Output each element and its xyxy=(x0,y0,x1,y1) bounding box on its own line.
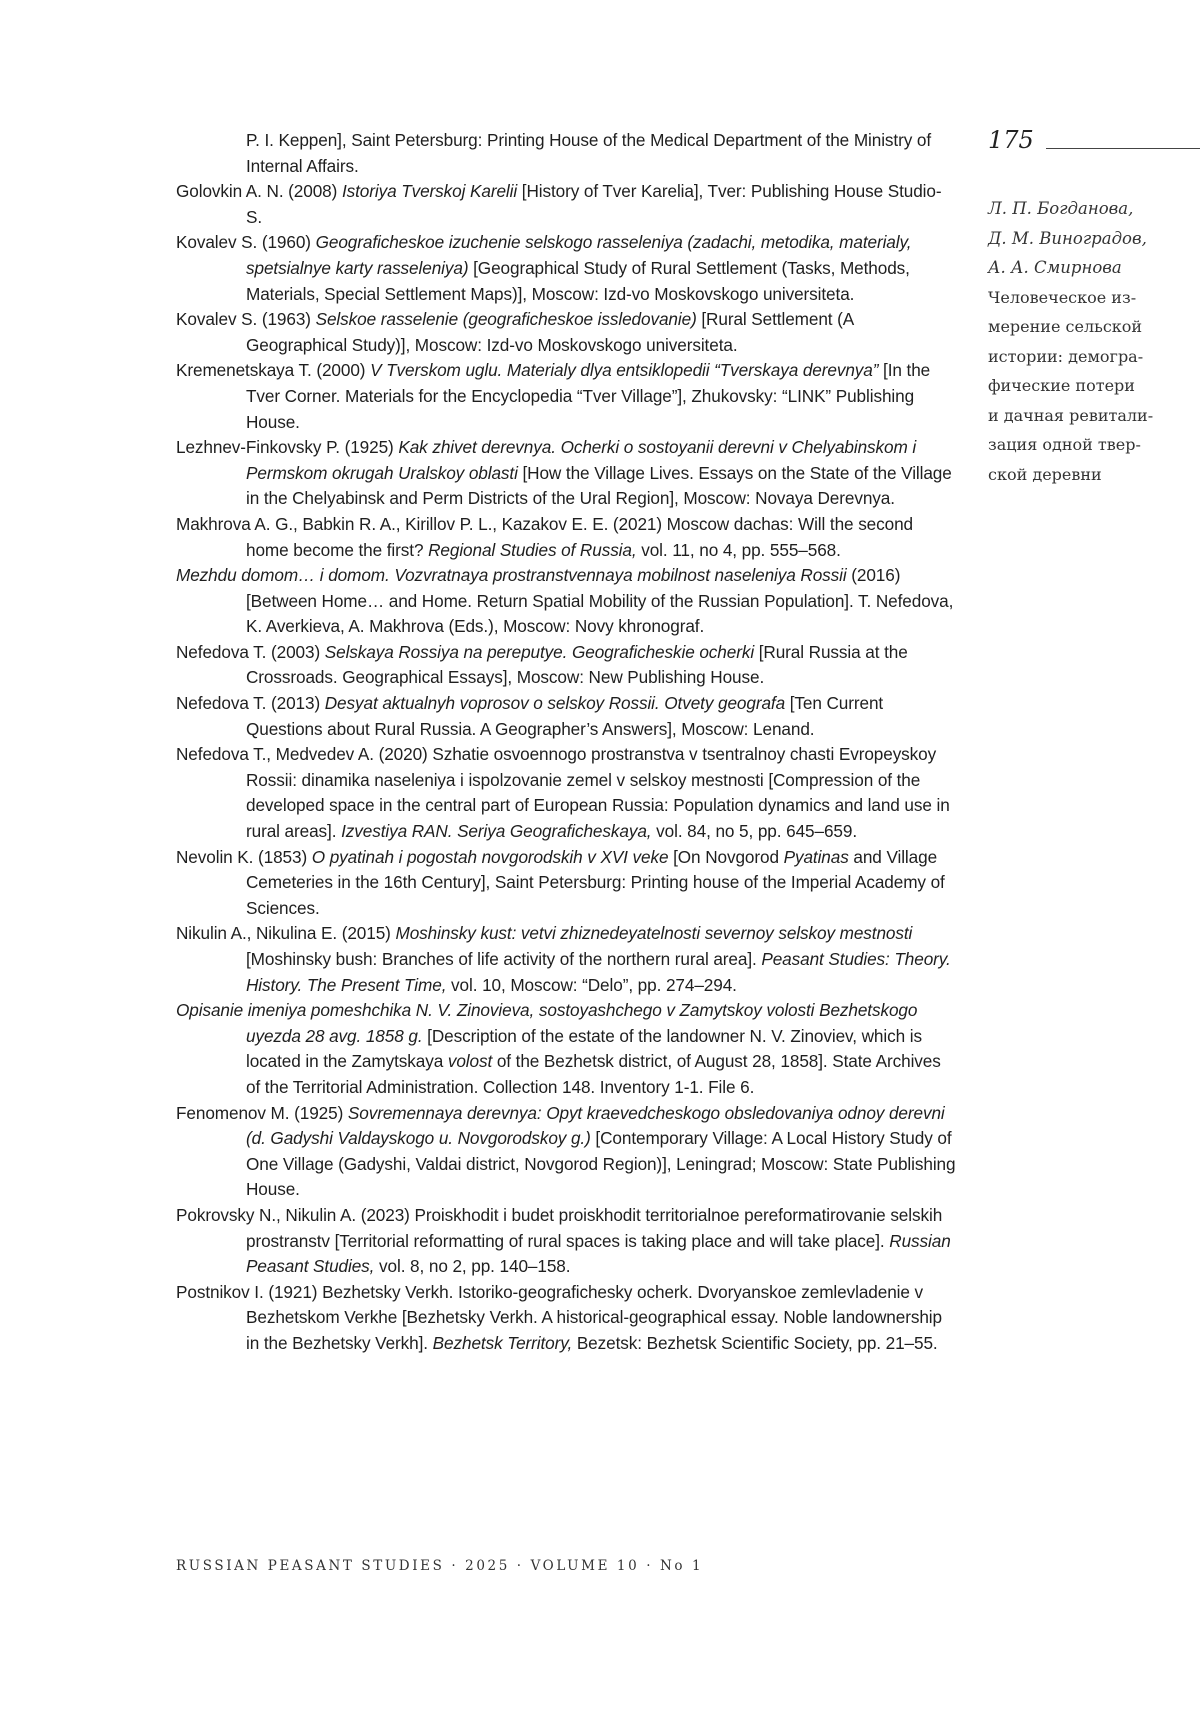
reference-list xyxy=(176,128,956,1357)
reference-text: [Rural Russia at the Crossroads. Geographical Essays], Moscow: New Publishing House. xyxy=(246,642,908,688)
reference-italic-text: Kak zhivet derevnya. Ocherki o sostoyanii derevni v Chelyabinskom i Permskom okrugah Uralskoy oblasti xyxy=(246,437,916,483)
reference-text: Postnikov I. (1921) Bezhetsky Verkh. Istoriko-geografichesky ocherk. Dvoryanskoe zemlevladenie v Bezhetskom Verkhe [Bezhetsky Verkh. A historical-geographical essay. Noble landownership in the Bezhetsky Verkh]. xyxy=(176,1282,942,1353)
reference-italic-text: Desyat aktualnyh voprosov o selskoy Rossii. Otvety geografa xyxy=(325,693,785,713)
title-line: истории: демогра- xyxy=(988,342,1158,372)
reference-text: vol. 84, no 5, pp. 645–659. xyxy=(651,821,857,841)
reference-italic-text: V Tverskom uglu. Materialy dlya entsiklopedii “Tverskaya derevnya” xyxy=(370,360,878,380)
reference-text: [In the Tver Corner. Materials for the Encyclopedia “Tver Village”], Zhukovsky: “LINK” Publishing House. xyxy=(246,360,930,431)
reference-entry xyxy=(176,1280,956,1357)
reference-text: vol. 8, no 2, pp. 140–158. xyxy=(374,1256,570,1276)
reference-text: Pokrovsky N., Nikulin A. (2023) Proiskhodit i budet proiskhodit territorialnoe pereformatirovanie selskih prostranstv [Territorial reformatting of rural spaces is taking place and will take place]. xyxy=(176,1205,942,1251)
reference-entry xyxy=(176,742,956,844)
reference-italic-text: Sovremennaya derevnya: Opyt kraevedcheskogo obsledovaniya odnoy derevni (d. Gadyshi Valdayskogo u. Novgorodskoy g.) xyxy=(246,1103,945,1149)
author-line: Л. П. Богданова, xyxy=(988,194,1200,224)
reference-text: Golovkin A. N. (2008) xyxy=(176,181,342,201)
reference-entry xyxy=(176,179,956,230)
reference-italic-text: Peasant Studies: Theory. History. The Present Time, xyxy=(246,949,951,995)
reference-text: Fenomenov M. (1925) xyxy=(176,1103,348,1123)
reference-italic-text: volost xyxy=(448,1051,492,1071)
reference-text: and Village Cemeteries in the 16th Century], Saint Petersburg: Printing house of the Imperial Academy of Sciences. xyxy=(246,847,945,918)
reference-italic-text: Geograficheskoe izuchenie selskogo rasseleniya (zadachi, metodika, materialy, spetsialnye karty rasseleniya) xyxy=(246,232,911,278)
reference-entry xyxy=(176,1101,956,1203)
reference-text: [On Novgorod xyxy=(668,847,783,867)
reference-italic-text: Moshinsky kust: vetvi zhiznedeyatelnosti severnoy selskoy mestnosti xyxy=(395,923,912,943)
title-line: фические потери xyxy=(988,371,1158,401)
reference-italic-text: Pyatinas xyxy=(784,847,849,867)
sidebar-authors xyxy=(988,194,1200,283)
reference-entry xyxy=(176,1203,956,1280)
reference-text: vol. 11, no 4, pp. 555–568. xyxy=(637,540,841,560)
title-line: мерение сельской xyxy=(988,312,1158,342)
header-rule xyxy=(1046,148,1200,149)
reference-entry xyxy=(176,640,956,691)
reference-text: [Description of the estate of the landowner N. V. Zinoviev, which is located in the Zamytskaya xyxy=(246,1026,922,1072)
reference-text: Kovalev S. (1960) xyxy=(176,232,316,252)
reference-entry xyxy=(176,230,956,307)
reference-entry xyxy=(176,563,956,640)
reference-italic-text: Selskoe rasselenie (geograficheskoe issledovanie) xyxy=(316,309,697,329)
reference-text: [Geographical Study of Rural Settlement (Tasks, Methods, Materials, Special Settlement Maps)], Moscow: Izd-vo Moskovskogo universiteta. xyxy=(246,258,910,304)
title-line: и дачная ревитали- xyxy=(988,401,1158,431)
reference-text: (2016) [Between Home… and Home. Return Spatial Mobility of the Russian Population]. T. Nefedova, K. Averkieva, A. Makhrova (Eds.), Moscow: Novy khronograf. xyxy=(246,565,953,636)
reference-italic-text: Bezhetsk Territory, xyxy=(433,1333,572,1353)
reference-text: [How the Village Lives. Essays on the State of the Village in the Chelyabinsk and Perm Districts of the Ural Region], Moscow: Novaya Derevnya. xyxy=(246,463,952,509)
reference-text: Nikulin A., Nikulina E. (2015) xyxy=(176,923,395,943)
reference-italic-text: Mezhdu domom… i domom. Vozvratnaya prostranstvennaya mobilnost naseleniya Rossii xyxy=(176,565,847,585)
reference-text: [History of Tver Karelia], Tver: Publishing House Studio-S. xyxy=(246,181,942,227)
page-number: 175 xyxy=(988,126,1034,154)
reference-text: [Ten Current Questions about Rural Russia. A Geographer’s Answers], Moscow: Lenand. xyxy=(246,693,883,739)
reference-text: P. I. Keppen], Saint Petersburg: Printing House of the Medical Department of the Ministry of Internal Affairs. xyxy=(246,130,931,176)
title-line: зация одной твер- xyxy=(988,430,1158,460)
reference-italic-text: Izvestiya RAN. Seriya Geograficheskaya, xyxy=(341,821,651,841)
title-line: ской деревни xyxy=(988,460,1158,490)
reference-text: Kremenetskaya T. (2000) xyxy=(176,360,370,380)
reference-entry xyxy=(176,358,956,435)
reference-italic-text: Regional Studies of Russia, xyxy=(428,540,636,560)
reference-text: Nefedova T. (2003) xyxy=(176,642,325,662)
sidebar-article-title xyxy=(988,283,1158,490)
reference-italic-text: Russian Peasant Studies, xyxy=(246,1231,951,1277)
reference-text: Nevolin K. (1853) xyxy=(176,847,312,867)
reference-italic-text: Opisanie imeniya pomeshchika N. V. Zinovieva, sostoyashchego v Zamytskoy volosti Bezhetskogo uyezda 28 avg. 1858 g. xyxy=(176,1000,917,1046)
reference-italic-text: Istoriya Tverskoj Karelii xyxy=(342,181,517,201)
reference-entry xyxy=(176,921,956,998)
reference-entry xyxy=(176,512,956,563)
reference-italic-text: O pyatinah i pogostah novgorodskih v XVI veke xyxy=(312,847,669,867)
reference-text: Nefedova T. (2013) xyxy=(176,693,325,713)
reference-text: Bezetsk: Bezhetsk Scientific Society, pp. 21–55. xyxy=(572,1333,937,1353)
reference-entry xyxy=(176,307,956,358)
author-line: А. А. Смирнова xyxy=(988,253,1200,283)
reference-text: [Moshinsky bush: Branches of life activity of the northern rural area]. xyxy=(246,949,761,969)
reference-entry xyxy=(176,691,956,742)
reference-text: of the Bezhetsk district, of August 28, 1858]. State Archives of the Territorial Administration. Collection 148. Inventory 1-1. File 6. xyxy=(246,1051,941,1097)
reference-entry xyxy=(176,435,956,512)
reference-text: vol. 10, Moscow: “Delo”, pp. 274–294. xyxy=(446,975,736,995)
reference-entry xyxy=(176,845,956,922)
reference-entry xyxy=(176,128,956,179)
reference-text: [Rural Settlement (A Geographical Study)], Moscow: Izd-vo Moskovskogo universiteta. xyxy=(246,309,853,355)
reference-entry xyxy=(176,998,956,1100)
reference-text: Nefedova T., Medvedev A. (2020) Szhatie osvoennogo prostranstva v tsentralnoy chasti Evropeyskoy Rossii: dinamika naseleniya i ispolzovanie zemel v selskoy mestnosti [Compression of the developed space in the central part of European Russia: Population dynamics and land use in rural areas]. xyxy=(176,744,950,841)
journal-footer: RUSSIAN PEASANT STUDIES · 2025 · VOLUME 10 · No 1 xyxy=(176,1558,703,1574)
reference-text: Lezhnev-Finkovsky P. (1925) xyxy=(176,437,398,457)
reference-italic-text: Selskaya Rossiya na pereputye. Geograficheskie ocherki xyxy=(325,642,754,662)
author-line: Д. М. Виноградов, xyxy=(988,224,1200,254)
reference-text: Kovalev S. (1963) xyxy=(176,309,316,329)
reference-text: [Contemporary Village: A Local History Study of One Village (Gadyshi, Valdai district, Novgorod Region)], Leningrad; Moscow: State Publishing House. xyxy=(246,1128,955,1199)
reference-text: Makhrova A. G., Babkin R. A., Kirillov P. L., Kazakov E. E. (2021) Moscow dachas: Will the second home become the first? xyxy=(176,514,913,560)
title-line: Человеческое из- xyxy=(988,283,1158,313)
running-header xyxy=(988,126,1200,489)
